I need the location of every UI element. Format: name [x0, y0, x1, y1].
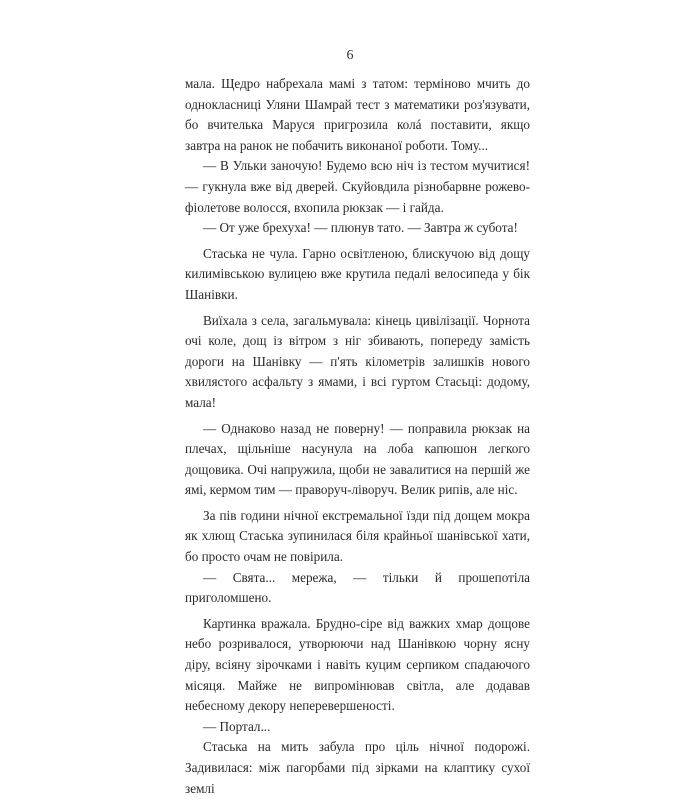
- paragraph-6: — Однаково назад не поверну! — поправила рюкзак на плечах, щільніше насунула на лоба капюшон легкого дощовика. Очі напружила, щоби не завалитися на першій же ямі, кермом тим — праворуч-ліворуч. Велик рипів, але ніс.: [185, 420, 530, 498]
- paragraph-4: Стаська не чула. Гарно освітленою, блискучою від дощу килимівською вулицею вже крутила педалі велосипеда у бік Шанівки.: [185, 245, 530, 302]
- paragraph-1: мала. Щедро набрехала мамі з татом: терміново мчить до однокласниці Уляни Шамрай тест з математики роз'язувати, бо вчителька Маруся пригрозила колá поставити, якщо завтра на ранок не побачить виконаної роботи. Тому...: [185, 76, 530, 153]
- paragraph-10: — Портал...: [203, 718, 271, 734]
- paragraph-5: Виїхала з села, загальмувала: кінець цивілізації. Чорнота очі коле, дощ із вітром з ніг збивають, попереду замість дороги на Шанівку — п'ять кілометрів залишків нового хвилястого асфальту з ямами, і всі гуртом Стасьці: додому, мала!: [185, 312, 530, 410]
- paragraph-11: Стаська на мить забула про ціль нічної подорожі. Задивилася: між пагорбами під зірками на клаптику сухої землі: [185, 739, 530, 796]
- paragraph-8: — Свята... мережа, — тільки й прошепотіла приголомшено.: [185, 569, 530, 606]
- paragraph-3: — От уже брехуха! — плюнув тато. — Завтра ж субота!: [203, 220, 518, 236]
- text-column: [185, 74, 530, 799]
- page-number: 6: [346, 48, 354, 63]
- paragraph-2: — В Ульки заночую! Будемо всю ніч із тестом мучитися! — гукнула вже від дверей. Скуйовдила різнобарвне рожево-фіолетове волосся, вхопила рюкзак — і гайда.: [185, 158, 530, 215]
- paragraph-9: Картинка вражала. Брудно-сіре від важких хмар дощове небо розривалося, утворюючи над Шанівкою чорну ясну діру, всіяну зірочками і навіть куцим серпиком спадаючого місяця. Майже не випромінював світла, але додавав небесному декору неперевершеності.: [185, 615, 530, 714]
- paragraph-7: За пів години нічної екстремальної їзди під дощем мокра як хлющ Стаська зупинилася біля крайньої шанівської хати, бо просто очам не повірила.: [185, 507, 530, 565]
